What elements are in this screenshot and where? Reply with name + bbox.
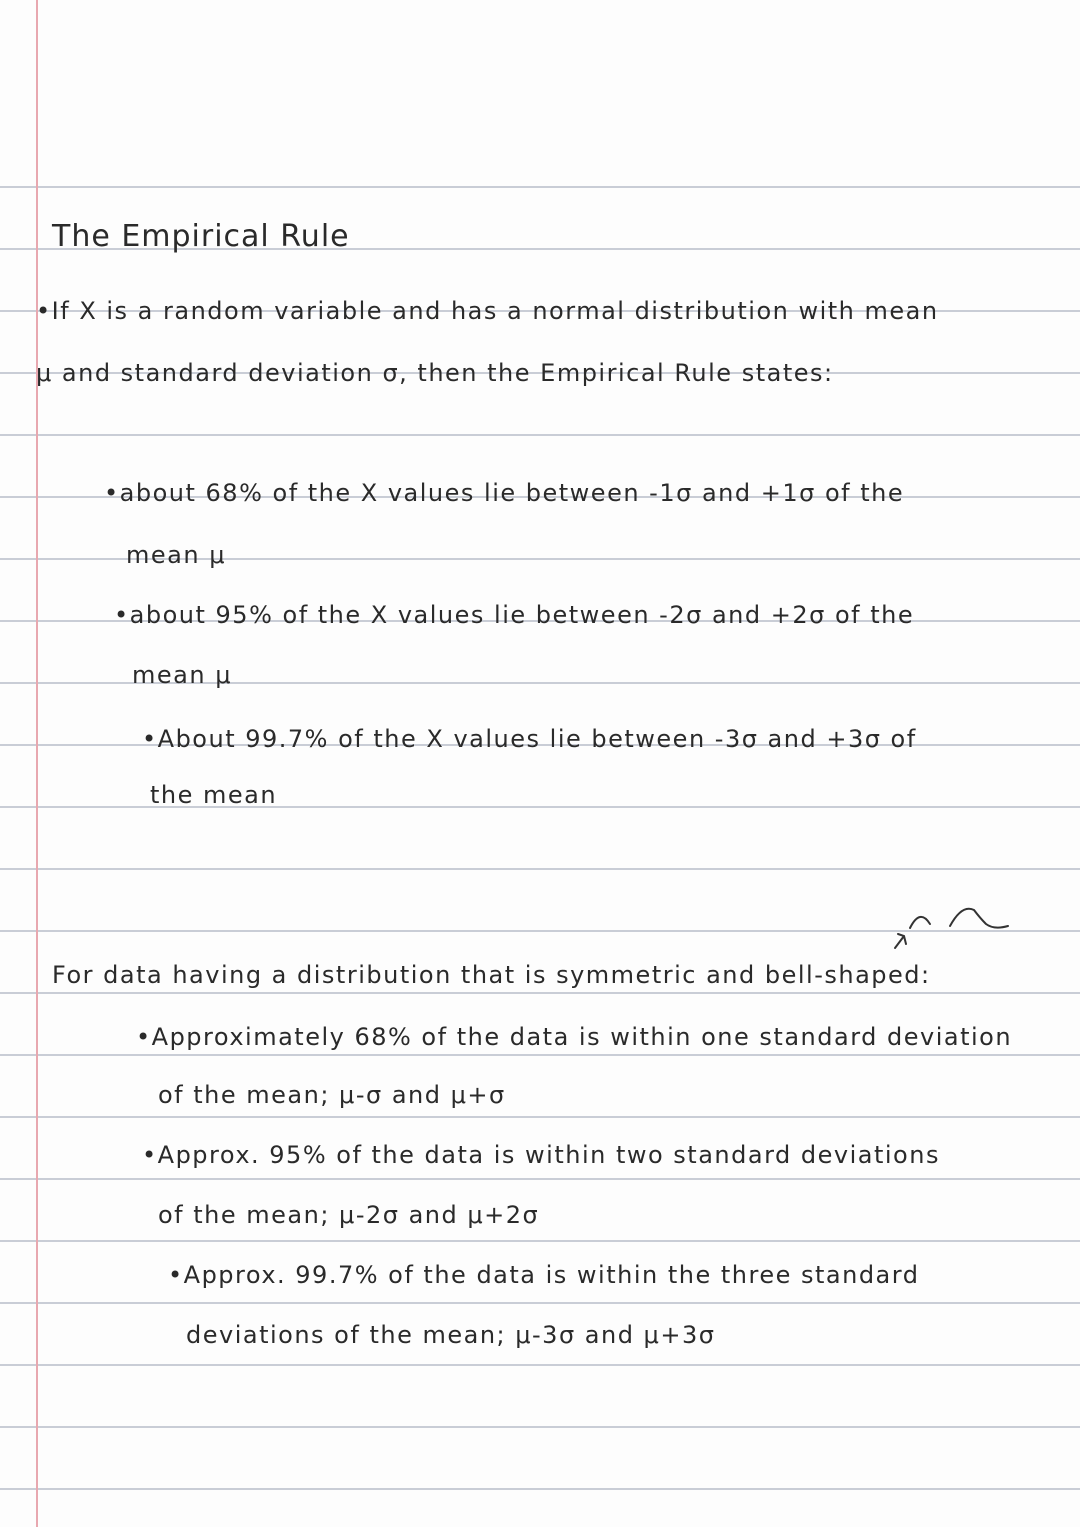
bell-3-line-1: •Approx. 99.7% of the data is within the three standard — [168, 1261, 920, 1289]
rule-3-line-2: the mean — [150, 781, 278, 809]
rule-2-line-1: •about 95% of the X values lie between -2σ and +2σ of the — [114, 601, 915, 629]
bell-2-line-1: •Approx. 95% of the data is within two standard deviations — [142, 1141, 940, 1169]
rule-3-line-1: •About 99.7% of the X values lie between -3σ and +3σ of — [142, 725, 917, 753]
intro-line-2: μ and standard deviation σ, then the Empirical Rule states: — [36, 359, 834, 387]
rule-1-line-1: •about 68% of the X values lie between -1σ and +1σ of the — [104, 479, 905, 507]
bell-heading: For data having a distribution that is symmetric and bell-shaped: — [52, 961, 931, 989]
bell-curve-doodle — [890, 898, 1020, 958]
bell-3-line-2: deviations of the mean; μ-3σ and μ+3σ — [186, 1321, 716, 1349]
rule-2-line-2: mean μ — [132, 661, 232, 689]
bell-1-line-1: •Approximately 68% of the data is within one standard deviation — [136, 1023, 1013, 1051]
margin-line — [36, 0, 38, 1527]
bell-1-line-2: of the mean; μ-σ and μ+σ — [158, 1081, 506, 1109]
intro-line-1: •If X is a random variable and has a normal distribution with mean — [36, 297, 939, 325]
note-title: The Empirical Rule — [52, 219, 350, 254]
rule-1-line-2: mean μ — [126, 541, 226, 569]
bell-2-line-2: of the mean; μ-2σ and μ+2σ — [158, 1201, 540, 1229]
